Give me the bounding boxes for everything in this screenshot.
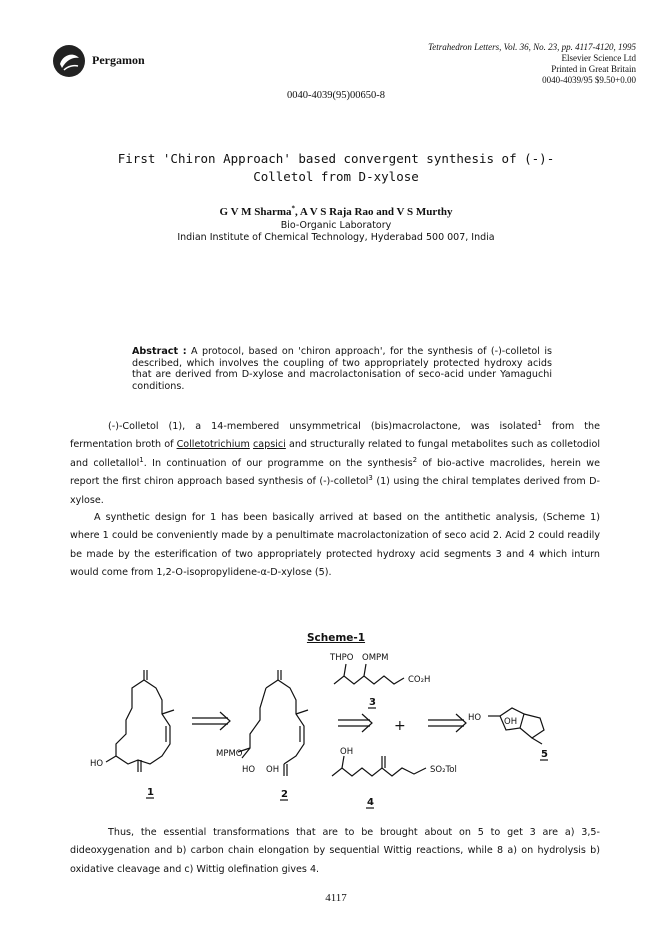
- compound-2-structure: [238, 670, 308, 776]
- affiliation: [0, 220, 672, 244]
- reference-mark: 3: [368, 474, 373, 483]
- genus-name: Colletotrichium: [176, 439, 250, 451]
- page-number: 4117: [325, 892, 347, 904]
- label-oh-4: OH: [340, 747, 354, 757]
- abstract: [132, 346, 552, 392]
- paper-title: [90, 150, 582, 186]
- text-run: and structurally related to fungal metabolites such as colletodiol and colletallol: [70, 439, 600, 469]
- scheme-title: Scheme-1: [306, 632, 366, 644]
- compound-number-3: 3: [369, 697, 376, 708]
- compound-3-structure: [334, 664, 404, 684]
- species-name: capsici: [252, 439, 286, 451]
- retro-arrow: [192, 712, 230, 730]
- compound-number-1: 1: [147, 787, 154, 798]
- label-ho-5: HO: [468, 713, 482, 723]
- reference-mark: 1: [537, 418, 542, 427]
- journal-citation: [376, 42, 636, 86]
- authors: [0, 206, 672, 218]
- text-run: from the fermentation broth of: [70, 421, 600, 451]
- label-mpmo: MPMO: [216, 749, 243, 759]
- corresponding-mark: *: [291, 204, 295, 213]
- label-ho-2: HO: [242, 765, 256, 775]
- title-line: Colletol from D-xylose: [253, 169, 419, 184]
- compound-4-structure: [332, 756, 426, 776]
- doi: 0040-4039(95)00650-8: [287, 90, 385, 101]
- label-so2tol: SO₂Tol: [430, 765, 457, 775]
- reference-mark: 2: [412, 455, 418, 464]
- affiliation-institute: Indian Institute of Chemical Technology, Hyderabad 500 007, India: [177, 232, 495, 243]
- paragraph-transformations: Thus, the essential transformations that are to be brought about on 5 to get 3 are a) 3,5-dideoxygenation and b) carbon chain elongation by sequential Wittig reactions, while 8 a) on hydrolysis b) oxidative cleavage and c) Wittig olefination gives 4.: [70, 827, 600, 875]
- author-lead: G V M Sharma: [219, 206, 292, 218]
- label-ho-1: HO: [90, 759, 104, 769]
- paragraph-intro: [70, 418, 600, 510]
- citation-line: Tetrahedron Letters, Vol. 36, No. 23, pp. 4117-4120, 1995: [428, 42, 636, 52]
- label-oh-5: OH: [504, 717, 518, 727]
- paragraph-design: A synthetic design for 1 has been basically arrived at based on the antithetic analysis, (Scheme 1) where 1 could be conveniently made by a penultimate macrolactonization of seco acid 2. Acid 2 could readily be made by the esterification of two appropriately protected hydroxy acid segments 3 and 4 which inturn would come from 1,2-O-isopropylidene-α-D-xylose (5).: [70, 512, 600, 579]
- citation-line: 0040-4039/95 $9.50+0.00: [542, 75, 636, 85]
- citation-line: Elsevier Science Ltd: [561, 53, 636, 63]
- text-run: . In continuation of our programme on the synthesis: [143, 457, 413, 469]
- text-run: of bio-active macrolides, herein we report the first chiron approach based synthesis of (-)-colletol: [70, 457, 600, 488]
- text-run: (1) using the chiral templates derived from D-xylose.: [70, 476, 600, 506]
- publisher-logo: [52, 44, 86, 78]
- author-others: , A V S Raja Rao and V S Murthy: [295, 206, 453, 218]
- reference-mark: 1: [139, 455, 144, 464]
- label-co2h: CO₂H: [408, 675, 431, 685]
- retro-arrow: [428, 714, 466, 732]
- abstract-text: A protocol, based on 'chiron approach', for the synthesis of (-)-colletol is described, which involves the coupling of two appropriately protected hydroxy acids that are derived from D-xylose and macrolactonisation of seco-acid under Yamaguchi conditions.: [132, 346, 552, 392]
- compound-number-5: 5: [541, 749, 548, 760]
- publisher-name: Pergamon: [92, 53, 145, 67]
- citation-line: Printed in Great Britain: [551, 64, 636, 74]
- retro-arrow: [338, 714, 372, 732]
- label-thpo: THPO: [330, 653, 354, 663]
- plus-sign: +: [394, 718, 406, 734]
- compound-number-4: 4: [367, 797, 374, 808]
- compound-1-structure: [106, 670, 174, 772]
- text-run: (-)-Colletol (1), a 14-membered unsymmetrical (bis)macrolactone, was isolated: [108, 421, 538, 432]
- title-line: First 'Chiron Approach' based convergent synthesis of (-)-: [117, 151, 555, 166]
- compound-number-2: 2: [281, 789, 288, 800]
- affiliation-lab: Bio-Organic Laboratory: [280, 220, 392, 231]
- label-oh-2: OH: [266, 765, 280, 775]
- abstract-label: Abstract :: [132, 346, 187, 357]
- label-ompm: OMPM: [362, 653, 389, 663]
- scheme-diagram: [70, 648, 610, 816]
